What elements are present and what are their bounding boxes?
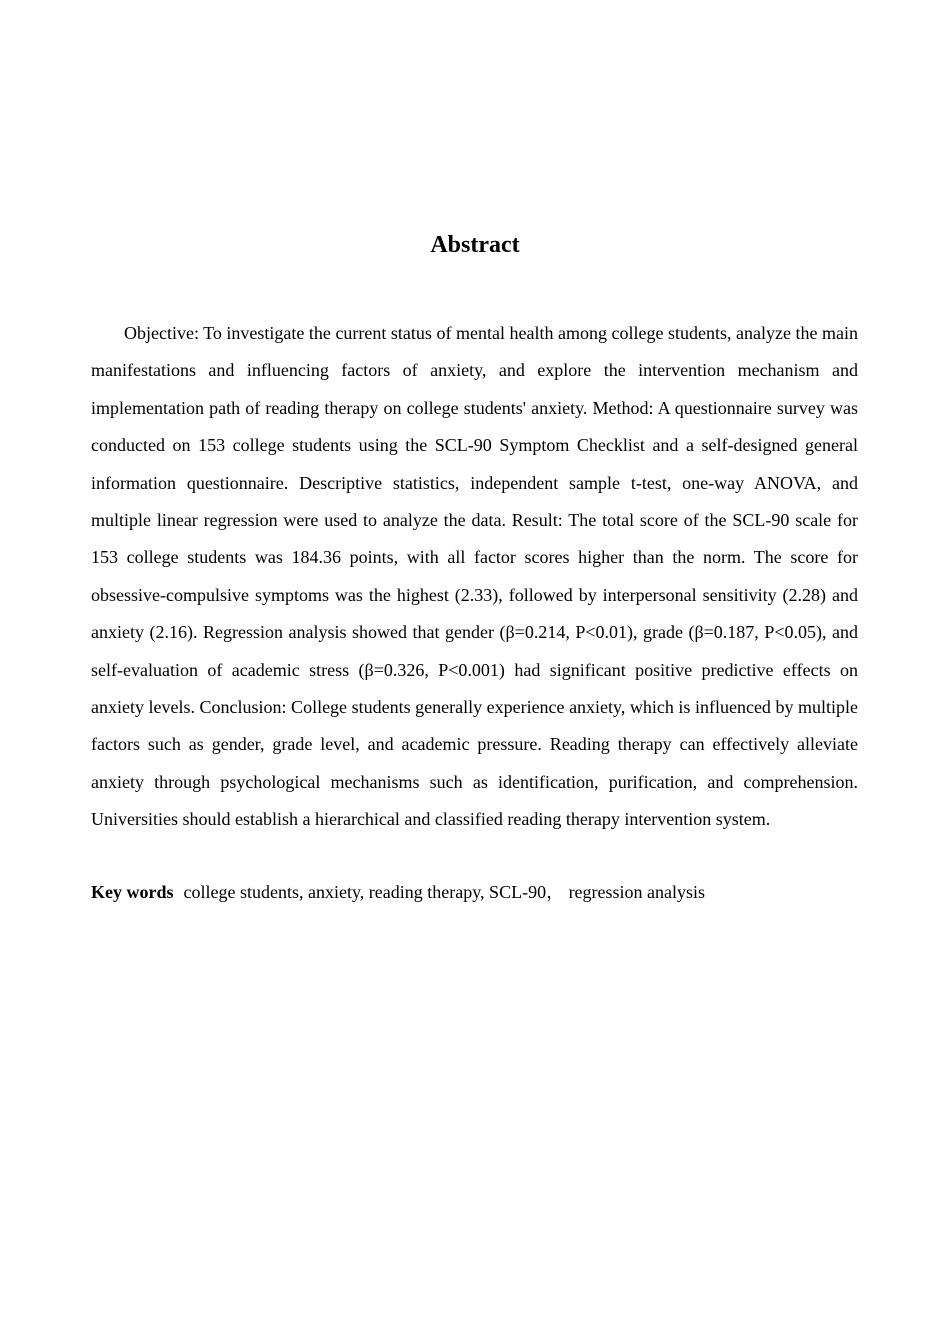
keywords-list: college students, anxiety, reading therapy, SCL-90， regression analysis: [183, 882, 706, 902]
keywords-line: [91, 877, 858, 907]
keywords-label: Key words: [91, 882, 174, 902]
abstract-title: Abstract: [430, 232, 520, 258]
abstract-paragraph: Objective: To investigate the current status of mental health among college students, analyze the main manifestations and influencing factors of anxiety, and explore the intervention mechanism and implementation path of reading therapy on college students' anxiety. Method: A questionnaire survey was conducted on 153 college students using the SCL-90 Symptom Checklist and a self-designed general information questionnaire. Descriptive statistics, independent sample t-test, one-way ANOVA, and multiple linear regression were used to analyze the data. Result: The total score of the SCL-90 scale for 153 college students was 184.36 points, with all factor scores higher than the norm. The score for obsessive-compulsive symptoms was the highest (2.33), followed by interpersonal sensitivity (2.28) and anxiety (2.16). Regression analysis showed that gender (β=0.214, P<0.01), grade (β=0.187, P<0.05), and self-evaluation of academic stress (β=0.326, P<0.001) had significant positive predictive effects on anxiety levels. Conclusion: College students generally experience anxiety, which is influenced by multiple factors such as gender, grade level, and academic pressure. Reading therapy can effectively alleviate anxiety through psychological mechanisms such as identification, purification, and comprehension. Universities should establish a hierarchical and classified reading therapy intervention system.: [91, 323, 858, 830]
